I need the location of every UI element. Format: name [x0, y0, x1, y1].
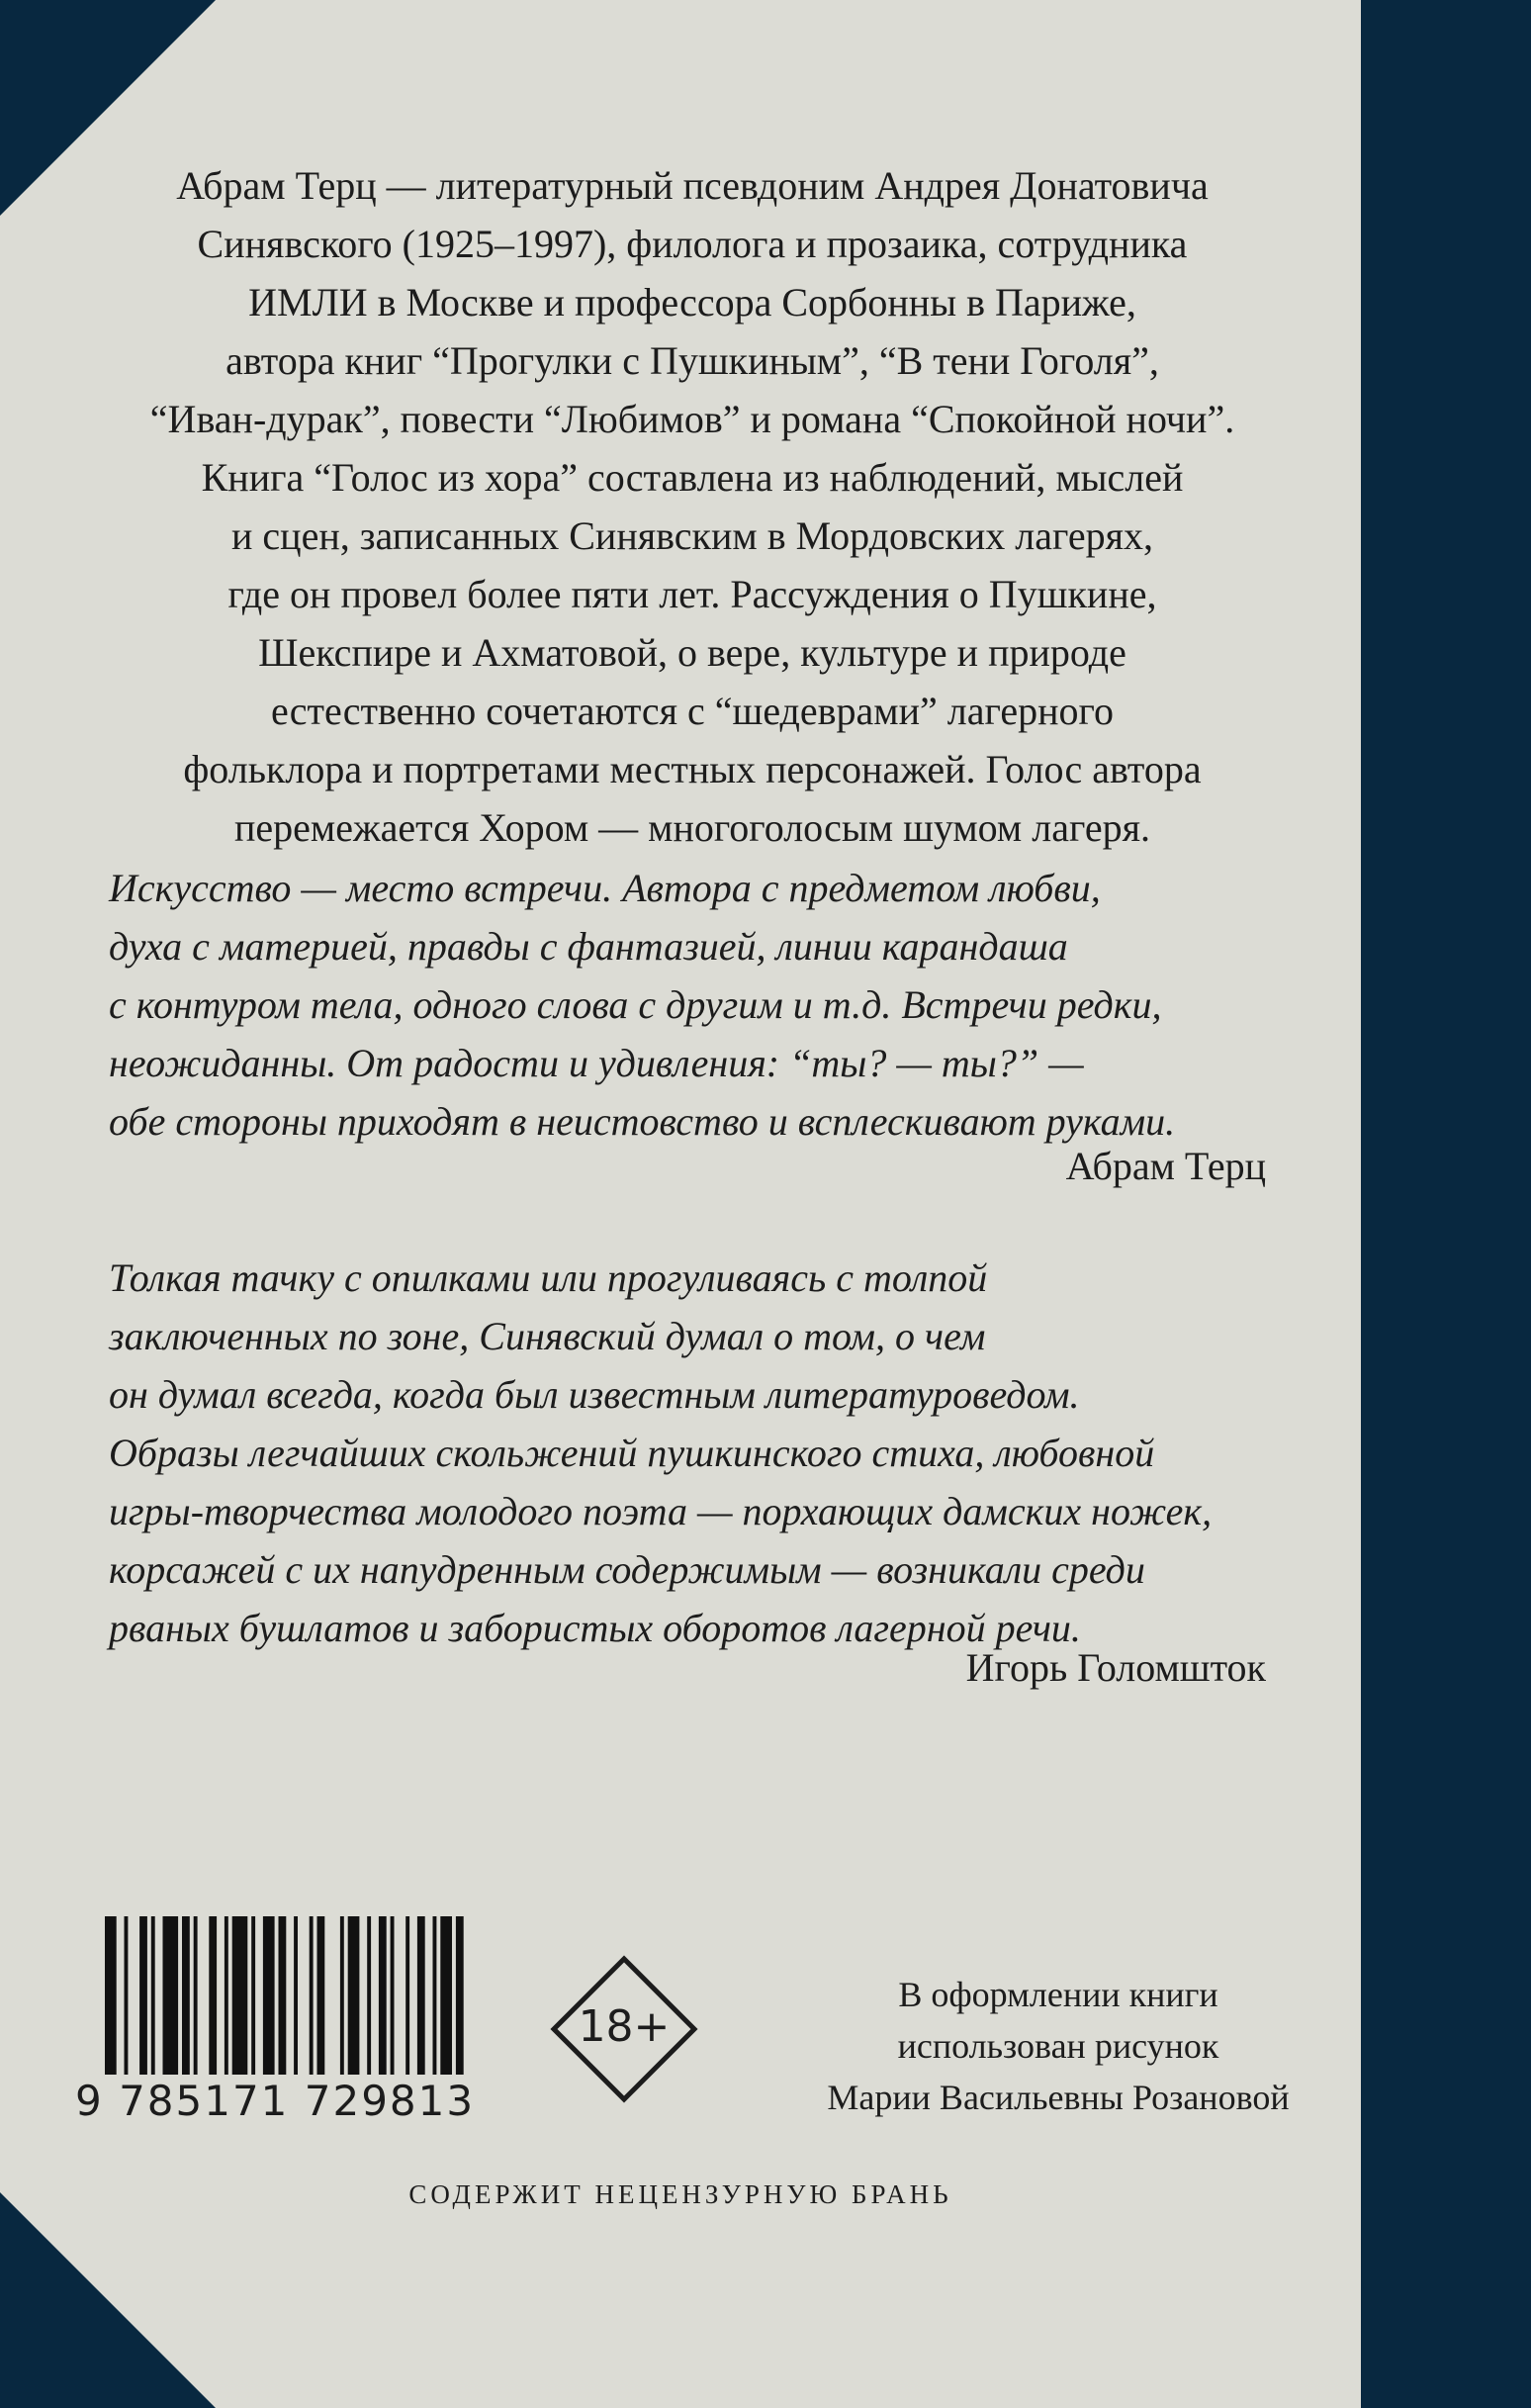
- barcode-bar: [405, 1916, 409, 2075]
- bottom-corner-triangle: [0, 2192, 216, 2408]
- bio-line: ИМЛИ в Москве и профессора Сорбонны в Париже,: [248, 280, 1136, 324]
- quote-line: обе стороны приходят в неистовство и всплескивают руками.: [109, 1099, 1176, 1144]
- bio-line: Абрам Терц — литературный псевдоним Андрея Донатовича: [176, 163, 1209, 208]
- barcode-bar: [139, 1916, 147, 2075]
- bio-line: Книга “Голос из хора” составлена из наблюдений, мыслей: [201, 455, 1184, 500]
- quote-line: Искусство — место встречи. Автора с предметом любви,: [109, 866, 1101, 910]
- barcode-bar: [417, 1916, 425, 2075]
- barcode-bar: [379, 1916, 387, 2075]
- illustration-credit: [762, 1969, 1355, 2123]
- barcode-bar: [348, 1916, 360, 2075]
- barcode-bar: [456, 1916, 464, 2075]
- barcode-bar: [225, 1916, 228, 2075]
- barcode-bar: [440, 1916, 452, 2075]
- barcode-bar: [279, 1916, 287, 2075]
- bio-line: где он провел более пяти лет. Рассуждения о Пушкине,: [227, 572, 1157, 616]
- barcode-bar: [163, 1916, 179, 2075]
- quote-line: с контуром тела, одного слова с другим и т.д. Встречи редки,: [109, 982, 1162, 1027]
- quote-line: заключенных по зоне, Синявский думал о том, о чем: [109, 1314, 986, 1358]
- quote-line: Толкая тачку с опилками или прогуливаясь с толпой: [109, 1255, 988, 1300]
- credit-line: В оформлении книги: [898, 1975, 1218, 2014]
- quote-attribution: Абрам Терц: [1065, 1144, 1266, 1188]
- barcode-bar: [125, 1916, 129, 2075]
- bio-line: перемежается Хором — многоголосым шумом лагеря.: [234, 805, 1150, 850]
- barcode-bar: [151, 1916, 155, 2075]
- quote-line: корсажей с их напудренным содержимым — возникали среди: [109, 1547, 1145, 1592]
- barcode-bar: [340, 1916, 344, 2075]
- profanity-warning: СОДЕРЖИТ НЕЦЕНЗУРНУЮ БРАНЬ: [408, 2179, 952, 2209]
- credit-line: использован рисунок: [897, 2026, 1219, 2066]
- quote-line: рваных бушлатов и забористых оборотов лагерной речи.: [109, 1606, 1081, 1650]
- bio-line: автора книг “Прогулки с Пушкиным”, “В тени Гоголя”,: [225, 338, 1159, 383]
- isbn-barcode: [75, 1916, 491, 2125]
- barcode-bar: [294, 1916, 298, 2075]
- barcode-bar: [194, 1916, 198, 2075]
- barcode-bar: [367, 1916, 371, 2075]
- quote-line: неожиданны. От радости и удивления: “ты? — ты?” —: [109, 1041, 1084, 1085]
- bio-line: и сцен, записанных Синявским в Мордовских лагерях,: [231, 513, 1153, 558]
- bio-line: “Иван-дурак”, повести “Любимов” и романа “Спокойной ночи”.: [149, 397, 1235, 441]
- bio-line: фольклора и портретами местных персонажей. Голос автора: [183, 747, 1202, 791]
- barcode-bar: [105, 1916, 117, 2075]
- credit-line: Марии Васильевны Розановой: [827, 2078, 1290, 2117]
- barcode-bar: [182, 1916, 190, 2075]
- barcode-bar: [251, 1916, 255, 2075]
- age-rating-badge: [550, 1955, 698, 2103]
- quote-line: он думал всегда, когда был известным литературоведом.: [109, 1372, 1080, 1417]
- bio-line: Синявского (1925–1997), филолога и прозаика, сотрудника: [197, 222, 1188, 266]
- barcode-bar: [433, 1916, 437, 2075]
- barcode-bar: [232, 1916, 248, 2075]
- critic-quote: [109, 1249, 1276, 1657]
- quote-line: игры-творчества молодого поэта — порхающих дамских ножек,: [109, 1489, 1213, 1533]
- author-quote: [109, 859, 1276, 1151]
- barcode-bar: [317, 1916, 325, 2075]
- age-rating-label: 18+: [578, 2001, 671, 2052]
- spine-band: [1361, 0, 1531, 2408]
- barcode-bar: [263, 1916, 275, 2075]
- bio-line: Шекспире и Ахматовой, о вере, культуре и природе: [258, 630, 1126, 675]
- bio-line: естественно сочетаются с “шедеврами” лагерного: [271, 689, 1114, 733]
- barcode-bar: [209, 1916, 217, 2075]
- author-bio-paragraph: [109, 156, 1276, 857]
- barcode-bar: [391, 1916, 395, 2075]
- barcode-bar: [310, 1916, 314, 2075]
- quote-attribution: Игорь Голомшток: [965, 1645, 1266, 1690]
- barcode-bars: [75, 1916, 491, 2077]
- quote-line: духа с материей, правды с фантазией, линии карандаша: [109, 924, 1068, 969]
- barcode-digits: 9 785171 729813: [75, 2077, 476, 2125]
- quote-line: Образы легчайших скольжений пушкинского стиха, любовной: [109, 1431, 1155, 1475]
